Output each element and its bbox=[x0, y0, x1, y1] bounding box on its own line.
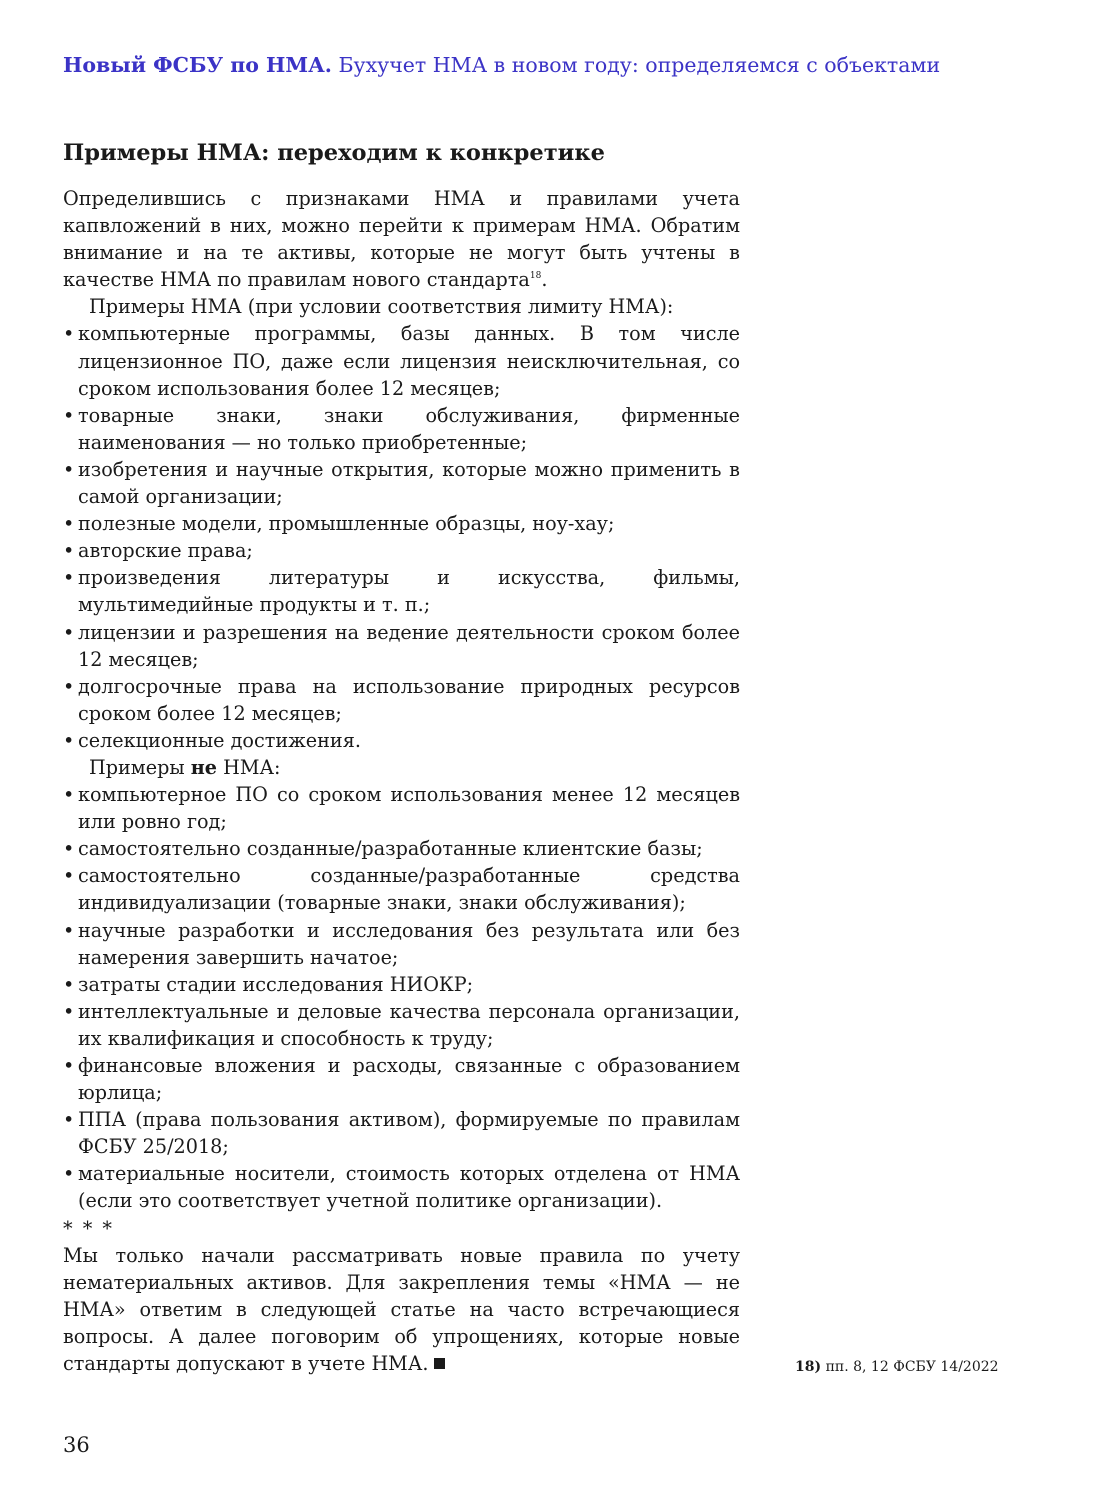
list-item: • лицензии и разрешения на ведение деятельности сроком более 12 месяцев; bbox=[63, 619, 740, 673]
page-number: 36 bbox=[63, 1433, 90, 1457]
running-header-bold: Новый ФСБУ по НМА. bbox=[63, 53, 332, 77]
section-title: Примеры НМА: переходим к конкретике bbox=[63, 140, 605, 166]
footnote-text: пп. 8, 12 ФСБУ 14/2022 bbox=[825, 1359, 999, 1375]
section-separator: * * * bbox=[63, 1216, 114, 1240]
list-item: • ППА (права пользования активом), формируемые по правилам ФСБУ 25/2018; bbox=[63, 1106, 740, 1160]
footnote-marker: 18) bbox=[795, 1359, 822, 1375]
list-item: • затраты стадии исследования НИОКР; bbox=[63, 971, 740, 998]
list-item: • селекционные достижения. bbox=[63, 727, 740, 754]
list-item: • материальные носители, стоимость которых отделена от НМА (если это соответствует учетной политике организации). bbox=[63, 1160, 740, 1214]
list-item: • финансовые вложения и расходы, связанные с образованием юрлица; bbox=[63, 1052, 740, 1106]
list-item: • компьютерное ПО со сроком использования менее 12 месяцев или ровно год; bbox=[63, 781, 740, 835]
footnote bbox=[795, 1359, 999, 1375]
list-item: • изобретения и научные открытия, которые можно применить в самой организации; bbox=[63, 456, 740, 510]
article-body bbox=[63, 185, 740, 1377]
list-item: • компьютерные программы, базы данных. В том числе лицензионное ПО, даже если лицензия неисключительная, со сроком использования более 12 месяцев; bbox=[63, 320, 740, 401]
list-item: • авторские права; bbox=[63, 537, 740, 564]
list-item: • интеллектуальные и деловые качества персонала организации, их квалификация и способность к труду; bbox=[63, 998, 740, 1052]
list-item: • самостоятельно созданные/разработанные клиентские базы; bbox=[63, 835, 740, 862]
running-header-title: Бухучет НМА в новом году: определяемся с объектами bbox=[338, 53, 941, 77]
running-header bbox=[63, 53, 940, 77]
examples-list bbox=[63, 320, 740, 754]
list-item: • долгосрочные права на использование природных ресурсов сроком более 12 месяцев; bbox=[63, 673, 740, 727]
list-item: • товарные знаки, знаки обслуживания, фирменные наименования — но только приобретенные; bbox=[63, 402, 740, 456]
list-item: • произведения литературы и искусства, фильмы, мультимедийные продукты и т. п.; bbox=[63, 564, 740, 618]
non-examples-lead: Примеры не НМА: bbox=[89, 755, 281, 779]
list-item: • самостоятельно созданные/разработанные средства индивидуализации (товарные знаки, знаки обслуживания); bbox=[63, 862, 740, 916]
end-of-article-square-icon bbox=[434, 1358, 445, 1369]
list-item: • научные разработки и исследования без результата или без намерения завершить начатое; bbox=[63, 917, 740, 971]
examples-lead: Примеры НМА (при условии соответствия лимиту НМА): bbox=[89, 295, 674, 319]
non-examples-list bbox=[63, 781, 740, 1215]
list-item: • полезные модели, промышленные образцы, ноу-хау; bbox=[63, 510, 740, 537]
footnote-ref[interactable]: 18 bbox=[529, 271, 542, 282]
conclusion-paragraph: Мы только начали рассматривать новые правила по учету нематериальных активов. Для закрепления темы «НМА — не НМА» ответим в следующей статье на часто встречающиеся вопросы. А далее поговорим об упрощениях, которые новые стандарты допускают в учете НМА. bbox=[63, 1243, 740, 1376]
intro-paragraph: Определившись с признаками НМА и правилами учета капвложений в них, можно перейти к примерам НМА. Обратим внимание и на те активы, которые не могут быть учтены в качестве НМА по правилам нового стандарта$^{18}$. bbox=[63, 187, 740, 292]
